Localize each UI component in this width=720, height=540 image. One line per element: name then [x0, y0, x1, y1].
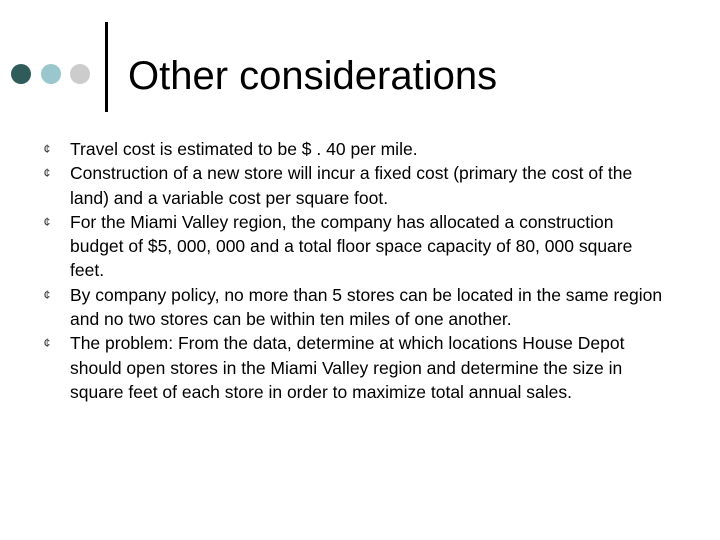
decorative-dot-teal [41, 64, 61, 84]
bullet-item-construction-cost [40, 161, 670, 210]
bullet-marker-icon: ¢ [43, 214, 51, 229]
bullet-item-travel-cost [40, 137, 670, 161]
bullet-text: The problem: From the data, determine at which locations House Depot should open stores in the Miami Valley region and determine the size in square feet of each store in order to maximize total annual sales. [70, 333, 625, 402]
bullet-text: Travel cost is estimated to be $ . 40 per mile. [70, 139, 418, 159]
title-divider [105, 22, 108, 112]
bullet-marker-icon: ¢ [43, 142, 51, 156]
decorative-dot-dark [11, 64, 31, 84]
bullet-marker-icon: ¢ [43, 287, 51, 302]
decorative-dot-gray [70, 64, 90, 84]
bullet-marker-icon: ¢ [43, 336, 51, 351]
bullet-text: For the Miami Valley region, the company has allocated a construction budget of $5, 000, 000 and a total floor space capacity of 80, 000 square feet. [70, 211, 633, 281]
bullet-text: By company policy, no more than 5 stores can be located in the same region and no two stores can be within ten miles of one another. [70, 284, 663, 330]
bullet-text: Construction of a new store will incur a fixed cost (primary the cost of the land) and a variable cost per square foot. [70, 163, 633, 208]
bullet-list [40, 137, 670, 404]
slide-title: Other considerations [128, 54, 498, 98]
bullet-item-company-policy [40, 283, 670, 332]
bullet-item-budget [40, 210, 670, 283]
bullet-item-problem [40, 331, 670, 404]
bullet-marker-icon: ¢ [43, 166, 51, 181]
